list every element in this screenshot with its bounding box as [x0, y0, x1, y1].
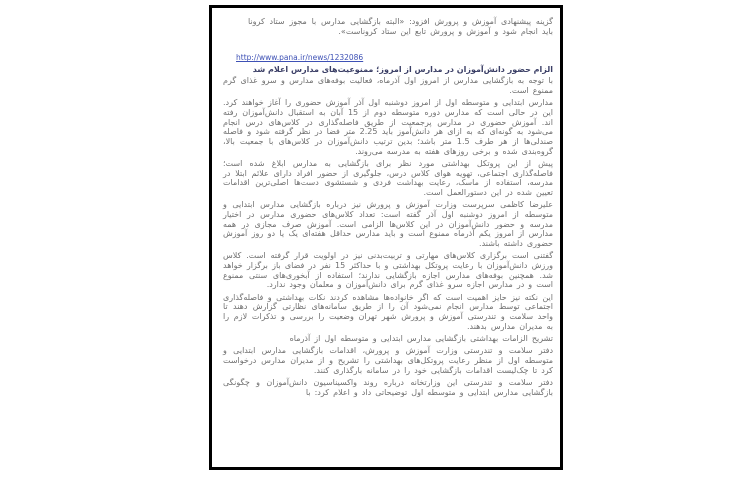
article-paragraph: گفتنی است برگزاری کلاس‌های مهارتی و تربیت‌بدنی نیز در اولویت قرار گرفته است. کلاس ورزش دانش‌آموزان با رعایت پروتکل بهداشتی و با حداکثر 15 نفر در فضای باز برگزار خواهد شد. همچنین بوفه‌های مدارس اجازه بازگشایی ندارند؛ استفاده از آبخوری‌های سنتی ممنوع است و در مدارس اجازه سرو غذای گرم برای دانش‌آموزان و معلمان وجود ندارد. [223, 251, 553, 290]
article-paragraph: مدارس ابتدایی و متوسطه اول از امروز دوشنبه اول آذر آموزش حضوری را آغاز خواهند کرد. این در حالی است که مدارس دوره متوسطه دوم از 15 آبان به استقبال دانش‌آموزان رفته اند. آموزش حضوری در مدارس پرجمعیت از طریق فاصله‌گذاری در کلاس‌های درس انجام می‌شود به گونه‌ای که به ازای هر دانش‌آموز باید 2.25 متر فضا در نظر گرفته شود و فاصله صندلی‌ها از هر طرف 1.5 متر باشد؛ بدین ترتیب دانش‌آموزان در کلاس‌های با جمعیت بالا، گروه‌بندی شده و برخی روزهای هفته به مدرسه می‌روند. [223, 98, 554, 156]
article-link-line [236, 53, 553, 63]
document-page [209, 5, 563, 470]
article-paragraph: دفتر سلامت و تندرستی این وزارتخانه درباره روند واکسیناسیون دانش‌آموزان و چگونگی بازگشایی مدارس ابتدایی و متوسطه اول توضیحاتی داد و اعلام کرد: با [223, 377, 553, 397]
article-source-link[interactable]: http://www.pana.ir/news/1232086 [236, 53, 364, 63]
article-paragraph: این نکته نیز حایز اهمیت است که اگر خانواده‌ها مشاهده کردند نکات بهداشتی و فاصله‌گذاری اجتماعی توسط مدارس انجام نمی‌شود آن را از طریق سامانه‌های نظارتی گزارش دهند تا واحد سلامت و تندرستی آموزش و پرورش شهر تهران وضعیت را بررسی و تذکرات لازم را به مدیران مدارس بدهند. [223, 292, 553, 331]
article-paragraph: پیش از این پروتکل بهداشتی مورد نظر برای بازگشایی به مدارس ابلاغ شده است؛ فاصله‌گذاری اجتماعی، تهویه هوای کلاس درس، جلوگیری از حضور افراد دارای علائم ابتلا در مدرسه، استفاده از ماسک، رعایت بهداشت فردی و شستشوی دست‌ها اصلی‌ترین اقدامات تعیین شده در این دستورالعمل است. [223, 159, 553, 198]
lead-paragraph: با توجه به بازگشایی مدارس از امروز اول آذرماه، فعالیت بوفه‌های مدارس و سرو غذای گرم ممنوع است. [223, 76, 553, 96]
section-subheading: تشریح الزامات بهداشتی بازگشایی مدارس ابتدایی و متوسطه اول از آذرماه [289, 333, 553, 343]
article-paragraph: دفتر سلامت و تندرستی وزارت آموزش و پرورش، اقدامات بازگشایی مدارس ابتدایی و متوسطه اول از منظر رعایت پروتکل‌های بهداشتی را تشریح و از مدیران مدارس درخواست کرد تا چک‌لیست اقدامات بازگشایی خود را در سامانه بارگذاری کنند. [223, 346, 553, 375]
article-paragraph: علیرضا کاظمی سرپرست وزارت آموزش و پرورش نیز درباره بازگشایی مدارس ابتدایی و متوسطه از امروز دوشنبه اول آذر گفته است: تعداد کلاس‌های حضوری مدارس در اختیار مدرسه و حضور دانش‌آموزان در این کلاس‌ها الزامی است. آموزش صرف مجازی در همه مدارس از امروز یکم آذرماه ممنوع است و باید مدارس حداقل هفته‌ای یک یا دو روز آموزش حضوری داشته باشند. [223, 200, 553, 249]
quote-paragraph: گزینه پیشنهادی آموزش و پرورش افزود: «البته بازگشایی مدارس با مجوز ستاد کرونا باید انجام شود و آموزش و پرورش تابع این ستاد کروناست». [248, 17, 553, 36]
article-headline: الزام حضور دانش‌آموزان در مدارس از امروز؛ ممنوعیت‌های مدارس اعلام شد [252, 65, 553, 75]
